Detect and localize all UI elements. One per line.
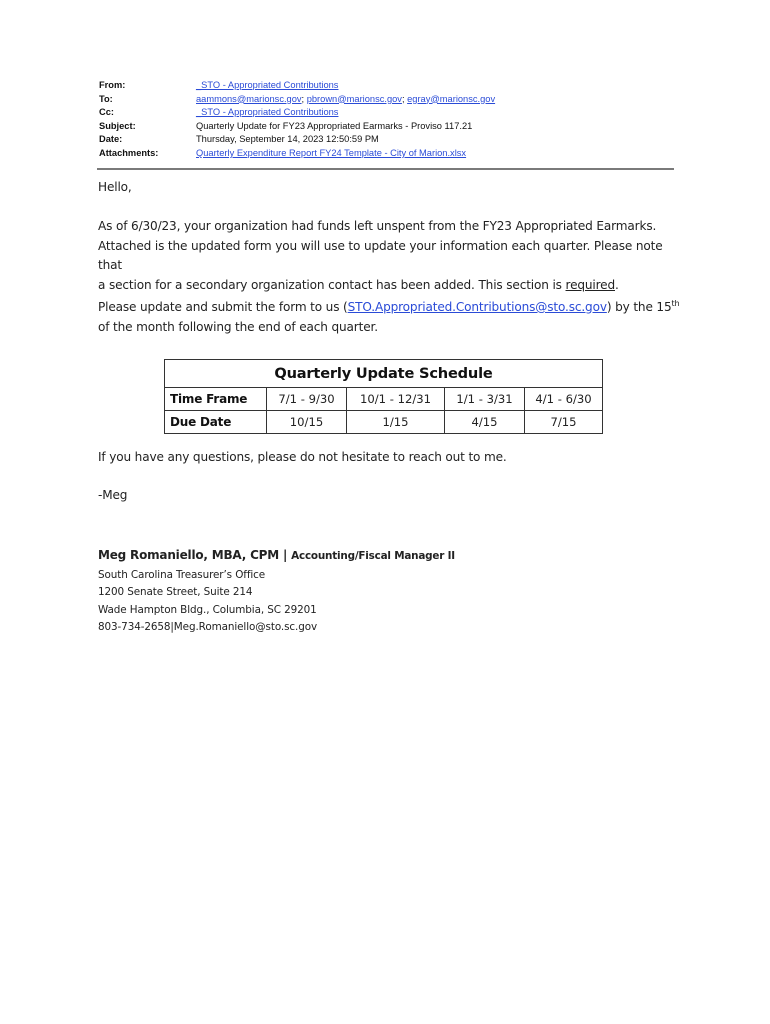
due-date-header: Due Date: [170, 415, 232, 429]
period: .: [615, 277, 619, 292]
cc-row: [99, 106, 674, 120]
paragraph-line: As of 6/30/23, your organization had funds left unspent from the FY23 Appropriated Earmarks.: [98, 219, 657, 233]
header-divider: [97, 168, 674, 170]
signature-office: South Carolina Treasurer’s Office: [98, 569, 266, 581]
to-recipient-link[interactable]: egray@marionsc.gov: [407, 93, 496, 104]
from-row: [99, 79, 674, 93]
quarterly-schedule-table: [164, 359, 603, 434]
time-frame-cell: 1/1 - 3/31: [444, 388, 524, 410]
due-date-row: [165, 410, 602, 433]
due-date-cell: 1/15: [346, 411, 444, 433]
due-date-cell: 4/15: [444, 411, 524, 433]
submit-text-after: ) by the 15: [606, 300, 672, 314]
from-label: From:: [99, 80, 126, 90]
greeting: Hello,: [98, 180, 132, 194]
signature-separator: |: [279, 548, 292, 562]
attachment-link[interactable]: Quarterly Expenditure Report FY24 Template - City of Marion.xlsx: [196, 147, 467, 158]
sign-off: -Meg: [98, 488, 128, 502]
signature-name-line: [98, 545, 455, 566]
schedule-title: Quarterly Update Schedule: [165, 360, 602, 388]
paragraph-unspent-funds: [98, 217, 688, 295]
to-row: [99, 93, 674, 107]
recipient-separator: ;: [401, 93, 408, 104]
paragraph-line: a section for a secondary organization contact has been added. This section is: [98, 277, 566, 292]
paragraph-submit: [98, 298, 688, 337]
recipient-separator: ;: [301, 93, 307, 104]
date-label: Date:: [99, 134, 123, 145]
contributions-email-link[interactable]: STO.Appropriated.Contributions@sto.sc.gov: [347, 300, 607, 314]
attachments-label: Attachments:: [99, 147, 159, 158]
email-header: [99, 79, 674, 161]
signature-contact: 803-734-2658|Meg.Romaniello@sto.sc.gov: [98, 621, 318, 634]
required-text: required: [565, 277, 615, 292]
time-frame-cell: 7/1 - 9/30: [266, 388, 346, 410]
cc-label: Cc:: [99, 107, 114, 118]
time-frame-header: Time Frame: [170, 392, 248, 406]
date-value: Thursday, September 14, 2023 12:50:59 PM: [196, 134, 379, 145]
time-frame-cell: 10/1 - 12/31: [346, 388, 444, 410]
submit-text-before: Please update and submit the form to us (: [98, 300, 348, 314]
subject-row: [99, 120, 674, 134]
to-recipient-link[interactable]: pbrown@marionsc.gov: [306, 93, 402, 104]
from-link[interactable]: _STO - Appropriated Contributions: [196, 80, 339, 90]
signature-name: Meg Romaniello, MBA, CPM: [98, 548, 280, 562]
due-date-cell: 7/15: [524, 411, 602, 433]
email-signature: [98, 545, 455, 637]
signature-title: Accounting/Fiscal Manager II: [291, 550, 455, 562]
subject-value: Quarterly Update for FY23 Appropriated Earmarks - Proviso 117.21: [196, 120, 473, 131]
ordinal-suffix: th: [671, 298, 680, 308]
time-frame-row: [165, 388, 602, 410]
time-frame-cell: 4/1 - 6/30: [524, 388, 602, 410]
cc-link[interactable]: _STO - Appropriated Contributions: [196, 107, 339, 118]
signature-address-line1: 1200 Senate Street, Suite 214: [98, 586, 253, 599]
attachments-row: [99, 147, 674, 161]
submit-text-line2: of the month following the end of each quarter.: [98, 319, 378, 334]
due-date-cell: 10/15: [266, 411, 346, 433]
date-row: [99, 133, 674, 147]
to-label: To:: [99, 93, 113, 104]
subject-label: Subject:: [99, 120, 136, 131]
paragraph-questions: If you have any questions, please do not hesitate to reach out to me.: [98, 450, 507, 464]
paragraph-line: Attached is the updated form you will use to update your information each quarter. Please note that: [98, 238, 663, 273]
to-recipient-link[interactable]: aammons@marionsc.gov: [196, 93, 302, 104]
to-recipients: [196, 93, 495, 107]
signature-details: [98, 567, 455, 637]
signature-address-line2: Wade Hampton Bldg., Columbia, SC 29201: [98, 603, 317, 616]
